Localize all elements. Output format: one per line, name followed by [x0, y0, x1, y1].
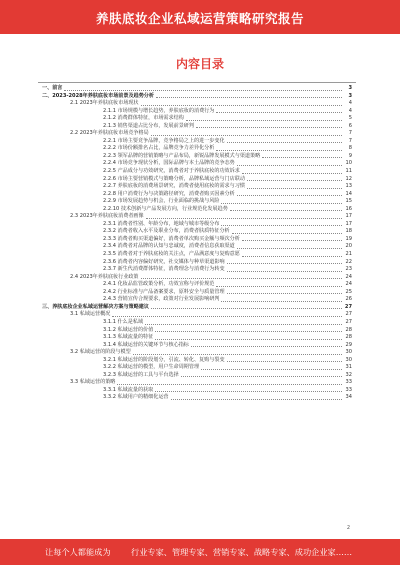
toc-entry[interactable]	[42, 115, 352, 123]
toc-leader-dots	[196, 126, 342, 128]
toc-entry-page: 27	[344, 303, 352, 310]
toc-entry-page: 13	[345, 183, 352, 190]
toc-entry-title: 2.4.2 行业标准与产品备案要求，原料安全与质量管理	[103, 288, 225, 295]
toc-entry-page: 5	[348, 115, 352, 122]
toc-entry-page: 6	[348, 122, 352, 129]
toc-leader-dots	[201, 368, 342, 370]
toc-entry-title: 3.1.3 私域流量的特征	[103, 334, 154, 341]
toc-entry-title: 三、养肤底妆企业私域运营解决方案与策略建议	[42, 303, 149, 310]
footer-bar	[0, 539, 400, 565]
toc-entry[interactable]	[42, 108, 352, 116]
toc-leader-dots	[155, 338, 342, 340]
toc-leader-dots	[247, 187, 342, 189]
toc-entry-title: 2.2.8 用户消费行为与决策路径研究，消费者购买因素分析	[103, 190, 235, 197]
toc-entry-title: 2.2.10 技术创新与产品发展方向，行业规范化发展趋势	[103, 205, 228, 212]
toc-entry-page: 25	[345, 288, 352, 295]
toc-entry-title: 3.2.1 私域运营的阶段划分，引流、转化、复购与裂变	[103, 356, 225, 363]
toc-entry-page: 15	[345, 198, 352, 205]
toc-leader-dots	[227, 270, 342, 272]
toc-entry[interactable]	[42, 228, 352, 236]
toc-entry[interactable]	[42, 168, 352, 176]
toc-entry-page: 11	[345, 168, 352, 175]
toc-entry[interactable]	[42, 85, 352, 93]
toc-entry-title: 3.1.1 什么是私域	[103, 318, 144, 325]
toc-entry-title: 3.2.3 私域运营的工具与平台选择	[103, 371, 179, 378]
report-header-bar	[0, 0, 400, 34]
table-of-contents	[42, 85, 352, 402]
toc-leader-dots	[145, 323, 342, 325]
toc-entry-title: 2.3.6 消费者内容偏好研究，社交媒体与种草渠道影响	[103, 258, 225, 265]
toc-entry-page: 33	[345, 379, 352, 386]
toc-leader-dots	[171, 398, 342, 400]
toc-leader-dots	[191, 345, 342, 347]
toc-entry-title: 2.2.2 市场份额排名占比，品牌竞争力差异化分析	[103, 145, 215, 152]
toc-entry-title: 2.2.4 市场竞争现状分析，国际品牌与本土品牌的竞争态势	[103, 160, 235, 167]
toc-leader-dots	[141, 104, 342, 106]
toc-leader-dots	[237, 164, 342, 166]
toc-entry-page: 24	[345, 281, 352, 288]
toc-leader-dots	[141, 277, 342, 279]
toc-entry-page: 32	[345, 371, 352, 378]
footer-slogan-left: 让每个人都能成为	[45, 547, 111, 557]
toc-entry-page: 21	[345, 251, 352, 258]
toc-entry[interactable]	[42, 93, 352, 101]
toc-entry[interactable]	[42, 251, 352, 259]
toc-entry-page: 3	[348, 85, 352, 91]
toc-leader-dots	[247, 179, 342, 181]
toc-leader-dots	[227, 360, 342, 362]
toc-entry-page: 30	[345, 356, 352, 363]
toc-entry-page: 33	[345, 386, 352, 393]
toc-leader-dots	[155, 330, 342, 332]
toc-entry-title: 3.3.1 私域流量的获取	[103, 386, 154, 393]
toc-entry-title: 一、前言	[42, 85, 63, 91]
toc-entry-title: 2.4.1 化妆品监管政策分析，功效宣称与评价规范	[103, 281, 215, 288]
toc-leader-dots	[227, 141, 342, 143]
toc-entry-title: 3.1.2 私域运营的价值	[103, 326, 154, 333]
toc-leader-dots	[221, 202, 342, 204]
toc-entry-page: 26	[345, 296, 352, 303]
page-number: 2	[346, 525, 350, 531]
toc-entry[interactable]	[42, 334, 352, 342]
toc-leader-dots	[221, 224, 342, 226]
toc-leader-dots	[237, 194, 342, 196]
toc-entry-title: 2.3.4 消费者对品牌的认知与忠诚度，消费者信息获取渠道	[103, 243, 235, 250]
toc-entry-title: 3.3.2 私域用户的精细化运营	[103, 394, 169, 401]
toc-entry-title: 2.1.2 消费群体特征，市场需求结构	[103, 115, 184, 122]
footer-slogan-right: 行业专家、管理专家、营销专家、战略专家、成功企业家……	[131, 547, 353, 557]
toc-entry[interactable]	[42, 198, 352, 206]
toc-entry[interactable]	[42, 296, 352, 304]
toc-entry[interactable]	[42, 379, 352, 387]
toc-entry-page: 31	[345, 364, 352, 371]
toc-entry[interactable]	[42, 100, 352, 108]
toc-entry[interactable]	[42, 266, 352, 274]
toc-entry-title: 2.2 2023年养肤底妆市场竞争格局	[70, 130, 149, 137]
toc-entry[interactable]	[42, 213, 352, 221]
toc-entry-title: 2.4 2023年养肤底妆行业政策	[70, 273, 139, 280]
toc-entry-page: 22	[345, 258, 352, 265]
toc-leader-dots	[151, 307, 342, 309]
toc-entry-title: 2.3.2 消费者收入水平及职业分布，消费者肤质特征分析	[103, 228, 230, 235]
toc-entry-page: 4	[348, 100, 352, 107]
toc-entry[interactable]	[42, 130, 352, 138]
toc-entry[interactable]	[42, 311, 352, 319]
toc-leader-dots	[216, 285, 342, 287]
toc-entry[interactable]	[42, 243, 352, 251]
toc-entry-title: 2.4.3 营销宣传合规要求，政策对行业发展影响研判	[103, 296, 220, 303]
toc-entry-title: 3.3 私域运营的策略	[70, 379, 116, 386]
toc-leader-dots	[117, 383, 342, 385]
toc-entry-page: 9	[348, 152, 352, 159]
toc-leader-dots	[181, 375, 342, 377]
toc-leader-dots	[146, 217, 342, 219]
toc-entry-title: 2.3.3 消费者购买渠道偏好，消费者单次购买金额与频次分析	[103, 235, 240, 242]
toc-entry-title: 3.2.2 私域运营的模型，用户生命周期管理	[103, 364, 200, 371]
toc-entry-page: 18	[345, 228, 352, 235]
toc-entry-page: 12	[345, 175, 352, 182]
toc-entry-title: 2.3.1 消费者性别、年龄分布，地域与城市等级分布	[103, 220, 220, 227]
toc-leader-dots	[242, 239, 342, 241]
toc-entry[interactable]	[42, 183, 352, 191]
toc-entry[interactable]	[42, 259, 352, 267]
toc-leader-dots	[230, 209, 342, 211]
toc-entry-title: 2.2.9 市场发展趋势与机会，行业面临的挑战与风险	[103, 198, 220, 205]
toc-entry-title: 3.1 私域运营概况	[70, 311, 111, 318]
toc-entry-title: 2.1.1 市场规模与增长趋势，养肤底妆的消费行为	[103, 107, 215, 114]
toc-entry-title: 2.1 2023年养肤底妆市场现状	[70, 100, 139, 107]
toc-leader-dots	[156, 96, 342, 98]
toc-entry-title: 3.2 私域运营的阶段与模型	[70, 349, 131, 356]
toc-entry-page: 34	[345, 394, 352, 401]
toc-leader-dots	[155, 390, 342, 392]
toc-leader-dots	[112, 315, 342, 317]
toc-entry-title: 2.2.3 领军品牌的营销策略与产品布局，新锐品牌发展模式与渠道策略	[103, 152, 261, 159]
toc-entry-title: 2.1.3 销售渠道占比分布，发展前景研判	[103, 122, 194, 129]
toc-entry-title: 2.2.7 养肤底妆的消费场景研究，消费者使用底妆的需求与习惯	[103, 183, 245, 190]
toc-entry-page: 14	[345, 190, 352, 197]
toc-leader-dots	[227, 262, 342, 264]
toc-entry-page: 27	[345, 318, 352, 325]
toc-entry-page: 4	[348, 107, 352, 114]
toc-heading: 内容目录	[175, 57, 224, 71]
toc-leader-dots	[242, 172, 342, 174]
toc-entry[interactable]	[42, 364, 352, 372]
toc-entry[interactable]	[42, 281, 352, 289]
toc-entry-title: 二、2023-2028年养肤底妆市场前景及趋势分析	[42, 92, 154, 99]
toc-entry[interactable]	[42, 319, 352, 327]
toc-entry[interactable]	[42, 160, 352, 168]
toc-entry-page: 29	[345, 341, 352, 348]
toc-leader-dots	[186, 119, 342, 121]
toc-entry-page: 17	[345, 220, 352, 227]
toc-entry-page: 7	[348, 137, 352, 144]
toc-entry[interactable]	[42, 176, 352, 184]
toc-entry[interactable]	[42, 394, 352, 402]
toc-entry-page: 30	[345, 349, 352, 356]
toc-entry-page: 28	[345, 334, 352, 341]
toc-leader-dots	[262, 156, 342, 158]
toc-entry-page: 17	[345, 213, 352, 220]
toc-leader-dots	[227, 292, 342, 294]
toc-entry[interactable]	[42, 145, 352, 153]
toc-entry-title: 2.2.1 市场主要竞争品牌，竞争格局之上的进一步变化	[103, 137, 225, 144]
toc-leader-dots	[232, 232, 342, 234]
toc-entry-page: 16	[345, 205, 352, 212]
toc-entry-page: 7	[348, 130, 352, 137]
toc-entry-page: 10	[345, 160, 352, 167]
toc-leader-dots	[221, 300, 342, 302]
toc-entry[interactable]	[42, 387, 352, 395]
toc-leader-dots	[242, 255, 342, 257]
toc-entry-title: 3.1.4 私域运营的关键环节与核心指标	[103, 341, 189, 348]
toc-entry-page: 3	[348, 92, 352, 99]
toc-leader-dots	[237, 247, 342, 249]
toc-entry-title: 2.2.6 市场主要营销模式与策略分析，品牌私域运营与门店联动	[103, 175, 245, 182]
report-title: 养肤底妆企业私域运营策略研究报告	[95, 11, 304, 26]
toc-leader-dots	[133, 353, 342, 355]
toc-entry-page: 24	[345, 273, 352, 280]
toc-leader-dots	[216, 149, 342, 151]
toc-entry-page: 27	[345, 311, 352, 318]
toc-entry-page: 20	[345, 243, 352, 250]
toc-entry-page: 28	[345, 326, 352, 333]
toc-entry-title: 2.2.5 产品成分与功效研究，消费者对于养肤底妆的功效诉求	[103, 168, 240, 175]
toc-entry-page: 8	[348, 145, 352, 152]
toc-entry[interactable]	[42, 342, 352, 350]
toc-entry[interactable]	[42, 349, 352, 357]
toc-leader-dots	[64, 89, 342, 91]
toc-entry-title: 2.3 2023年养肤底妆消费者画像	[70, 213, 144, 220]
toc-entry-title: 2.3.5 消费者对于养肤底妆的关注点，产品满意度与复购意愿	[103, 251, 240, 258]
toc-entry-page: 19	[345, 235, 352, 242]
toc-entry[interactable]	[42, 327, 352, 335]
toc-entry-page: 23	[345, 266, 352, 273]
toc-leader-dots	[151, 134, 342, 136]
toc-leader-dots	[216, 111, 342, 113]
toc-top-divider	[38, 82, 356, 83]
toc-entry-title: 2.3.7 新生代消费群体特征，消费理念与消费行为转变	[103, 266, 225, 273]
